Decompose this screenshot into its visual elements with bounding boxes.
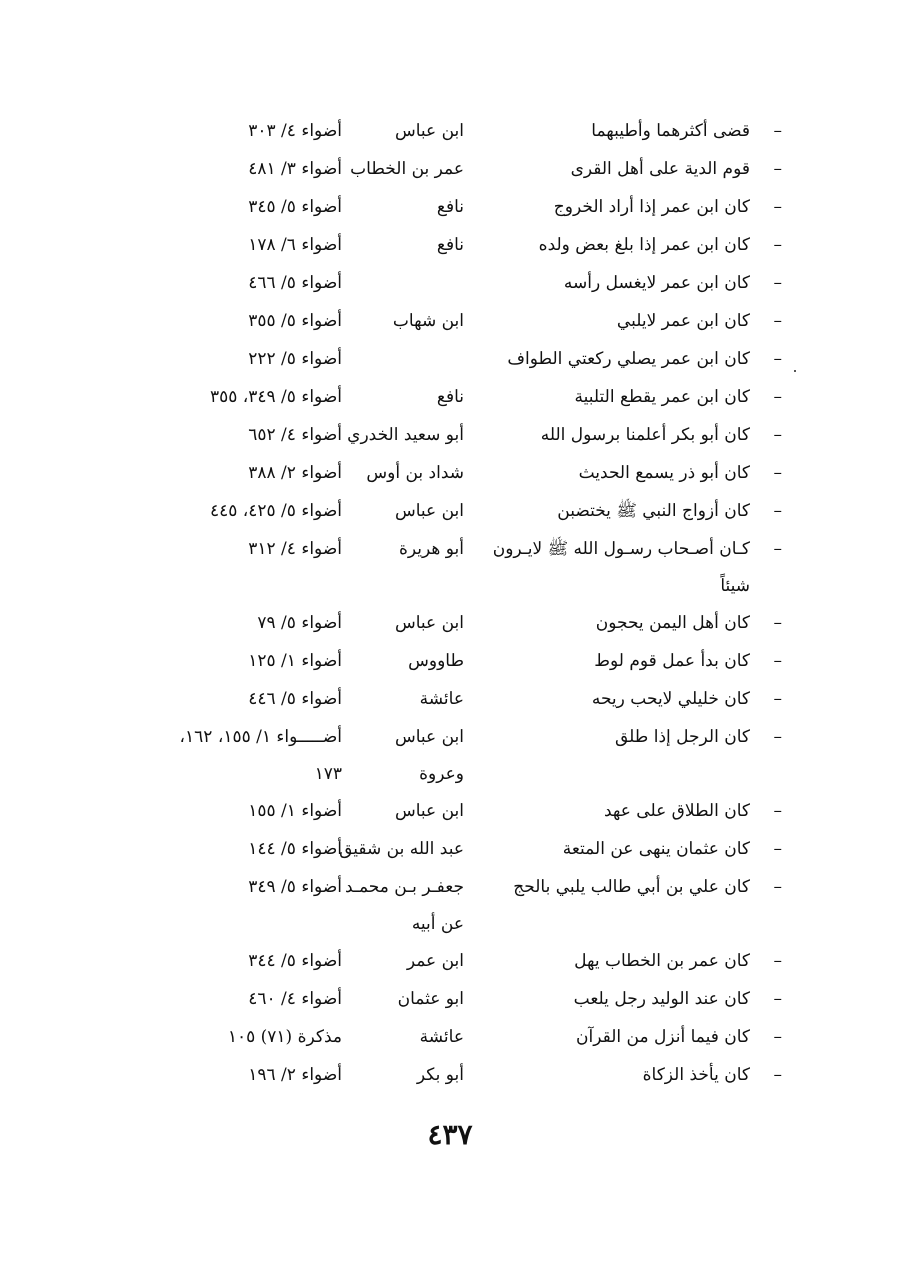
narrator-name: ابن عمر xyxy=(406,951,464,971)
hadith-text: كان أبو ذر يسمع الحديث xyxy=(578,463,750,483)
source-reference: أضواء ٢/ ٣٨٨ xyxy=(248,463,342,483)
row-dash: – xyxy=(773,689,782,709)
hadith-text: كان أبو بكر أعلمنا برسول الله xyxy=(540,425,750,445)
source-reference: أضواء ٥/ ٧٩ xyxy=(257,613,342,633)
source-reference: أضواء ٤/ ٣٠٣ xyxy=(248,121,342,141)
narrator-name: عن أبيه xyxy=(411,914,464,934)
hadith-text: شيئاً xyxy=(720,576,750,596)
source-reference: مذكرة (٧١) ١٠٥ xyxy=(227,1027,342,1047)
narrator-name: نافع xyxy=(436,235,464,255)
index-row xyxy=(110,980,782,1018)
hadith-text: كان عثمان ينهى عن المتعة xyxy=(562,839,750,859)
narrator-name: عائشة xyxy=(419,689,464,709)
index-row xyxy=(110,302,782,340)
hadith-text: كان ابن عمر يقطع التلبية xyxy=(574,387,750,407)
source-reference: أضواء ١/ ١٥٥ xyxy=(248,801,342,821)
narrator-name: ابو عثمان xyxy=(397,989,464,1009)
hadith-text: كان الطلاق على عهد xyxy=(604,801,750,821)
index-row xyxy=(110,868,782,906)
hadith-text: كان علي بن أبي طالب يلبي بالحج xyxy=(513,877,750,897)
index-row xyxy=(110,680,782,718)
hadith-text: كان يأخذ الزكاة xyxy=(642,1065,750,1085)
index-row xyxy=(110,830,782,868)
source-reference: أضواء ٥/ ٣٤٥ xyxy=(248,197,342,217)
source-reference: أضـــــواء ١/ ١٥٥، ١٦٢، xyxy=(179,727,342,747)
source-reference: أضواء ٥/ ١٤٤ xyxy=(248,839,342,859)
index-row xyxy=(110,264,782,302)
index-row xyxy=(110,568,782,604)
row-dash: – xyxy=(773,877,782,897)
narrator-name: ابن عباس xyxy=(394,801,464,821)
stray-mark xyxy=(794,370,796,372)
hadith-text: كان خليلي لايحب ريحه xyxy=(591,689,750,709)
index-row xyxy=(110,378,782,416)
index-row xyxy=(110,454,782,492)
narrator-name: أبو هريرة xyxy=(398,539,464,559)
hadith-text: قضى أكثرهما وأطيبهما xyxy=(591,121,750,141)
row-dash: – xyxy=(773,727,782,747)
hadith-text: كان فيما أنزل من القرآن xyxy=(576,1027,750,1047)
source-reference: أضواء ٤/ ٤٦٠ xyxy=(248,989,342,1009)
narrator-name: ابن عباس xyxy=(394,613,464,633)
source-reference: أضواء ٥/ ٣٤٩ xyxy=(248,877,342,897)
row-dash: – xyxy=(773,311,782,331)
hadith-text: كان ابن عمر إذا أراد الخروج xyxy=(553,197,750,217)
narrator-name: أبو بكر xyxy=(416,1065,464,1085)
narrator-name: وعروة xyxy=(419,764,464,784)
row-dash: – xyxy=(773,951,782,971)
index-row xyxy=(110,1018,782,1056)
index-row xyxy=(110,340,782,378)
index-row xyxy=(110,188,782,226)
source-reference: أضواء ٦/ ١٧٨ xyxy=(248,235,342,255)
source-reference: أضواء ٥/ ٤٤٦ xyxy=(248,689,342,709)
narrator-name: عمر بن الخطاب xyxy=(350,159,464,179)
index-row xyxy=(110,492,782,530)
row-dash: – xyxy=(773,197,782,217)
narrator-name: جعفـر بـن محمـد xyxy=(345,877,464,897)
index-row xyxy=(110,226,782,264)
hadith-text: كان الرجل إذا طلق xyxy=(615,727,750,747)
index-row xyxy=(110,642,782,680)
source-reference: أضواء ٥/ ٣٥٥ xyxy=(248,311,342,331)
hadith-text: كان ابن عمر يصلي ركعتي الطواف xyxy=(507,349,750,369)
row-dash: – xyxy=(773,1027,782,1047)
hadith-text: كان عند الوليد رجل يلعب xyxy=(573,989,750,1009)
source-reference: أضواء ٤/ ٦٥٢ xyxy=(248,425,342,445)
source-reference: أضواء ٥/ ٣٤٤ xyxy=(248,951,342,971)
narrator-name: طاووس xyxy=(408,651,464,671)
index-row xyxy=(110,604,782,642)
index-row xyxy=(110,718,782,756)
narrator-name: ابن عباس xyxy=(394,501,464,521)
row-dash: – xyxy=(773,463,782,483)
hadith-text: قوم الدية على أهل القرى xyxy=(570,159,750,179)
row-dash: – xyxy=(773,613,782,633)
source-reference: أضواء ٥/ ٢٢٢ xyxy=(248,349,342,369)
source-reference: أضواء ٣/ ٤٨١ xyxy=(248,159,342,179)
source-reference: أضواء ٥/ ٤٢٥، ٤٤٥ xyxy=(209,501,342,521)
index-row xyxy=(110,1056,782,1094)
hadith-text: كـان أصـحاب رسـول الله ﷺ لايـرون xyxy=(492,539,750,559)
hadith-text: كان عمر بن الخطاب يهل xyxy=(574,951,750,971)
narrator-name: نافع xyxy=(436,387,464,407)
source-reference: أضواء ٤/ ٣١٢ xyxy=(248,539,342,559)
narrator-name: عبد الله بن شقيق xyxy=(339,839,464,859)
narrator-name: نافع xyxy=(436,197,464,217)
row-dash: – xyxy=(773,349,782,369)
row-dash: – xyxy=(773,651,782,671)
index-row xyxy=(110,756,782,792)
row-dash: – xyxy=(773,425,782,445)
index-row xyxy=(110,906,782,942)
row-dash: – xyxy=(773,539,782,559)
hadith-text: كان بدأ عمل قوم لوط xyxy=(594,651,750,671)
hadith-text: كان ابن عمر إذا بلغ بعض ولده xyxy=(538,235,750,255)
row-dash: – xyxy=(773,387,782,407)
hadith-text: كان أزواج النبي ﷺ يختضبن xyxy=(557,501,750,521)
index-row xyxy=(110,416,782,454)
source-reference: أضواء ٥/ ٤٦٦ xyxy=(248,273,342,293)
source-reference: أضواء ٥/ ٣٤٩، ٣٥٥ xyxy=(209,387,342,407)
index-row xyxy=(110,112,782,150)
source-reference: ١٧٣ xyxy=(314,764,342,784)
source-reference: أضواء ٢/ ١٩٦ xyxy=(248,1065,342,1085)
page-number: ٤٣٧ xyxy=(427,1118,473,1151)
hadith-index-table xyxy=(110,112,782,1094)
hadith-text: كان أهل اليمن يحجون xyxy=(595,613,750,633)
row-dash: – xyxy=(773,989,782,1009)
narrator-name: ابن شهاب xyxy=(392,311,464,331)
row-dash: – xyxy=(773,121,782,141)
row-dash: – xyxy=(773,159,782,179)
narrator-name: شداد بن أوس xyxy=(366,463,464,483)
index-row xyxy=(110,150,782,188)
row-dash: – xyxy=(773,839,782,859)
row-dash: – xyxy=(773,501,782,521)
index-row xyxy=(110,942,782,980)
row-dash: – xyxy=(773,273,782,293)
row-dash: – xyxy=(773,801,782,821)
source-reference: أضواء ١/ ١٢٥ xyxy=(248,651,342,671)
narrator-name: عائشة xyxy=(419,1027,464,1047)
hadith-text: كان ابن عمر لايلبي xyxy=(616,311,750,331)
narrator-name: أبو سعيد الخدري xyxy=(347,425,464,445)
narrator-name: ابن عباس xyxy=(394,727,464,747)
narrator-name: ابن عباس xyxy=(394,121,464,141)
row-dash: – xyxy=(773,1065,782,1085)
row-dash: – xyxy=(773,235,782,255)
index-row xyxy=(110,530,782,568)
index-row xyxy=(110,792,782,830)
hadith-text: كان ابن عمر لايغسل رأسه xyxy=(563,273,750,293)
